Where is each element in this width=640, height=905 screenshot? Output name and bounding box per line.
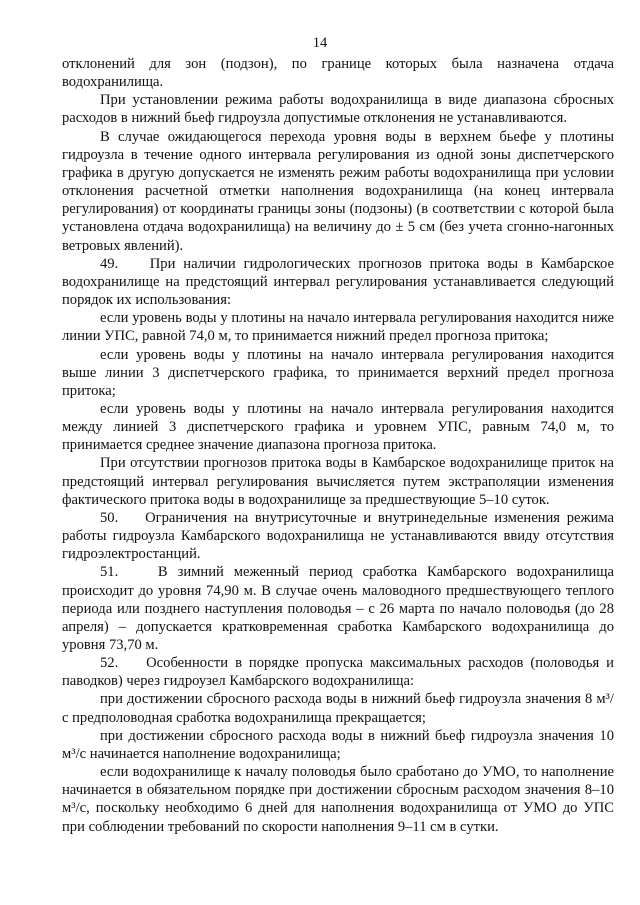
paragraph-clause-50: 50. Ограничения на внутрисуточные и внутринедельные изменения режима работы гидроузла Камбарского водохранилища не устанавливаются ввиду отсутствия гидроэлектростанций. xyxy=(62,509,614,563)
paragraph-lower-limit: если уровень воды у плотины на начало интервала регулирования находится ниже линии УПС, равной 74,0 м, то принимается нижний предел прогноза притока; xyxy=(62,310,614,345)
document-body xyxy=(62,55,614,836)
paragraph-continuation: отклонений для зон (подзон), по границе которых была назначена отдача водохранилища. xyxy=(62,56,614,91)
paragraph-discharge-range: При установлении режима работы водохранилища в виде диапазона сбросных расходов в нижний бьеф гидроузла допустимые отклонения не устанавливаются. xyxy=(62,92,614,127)
paragraph-filling-from-umo: если водохранилище к началу половодья было сработано до УМО, то наполнение начинается в обязательном порядке при достижении сбросным расходом значения 8–10 м³/с, поскольку необходимо 6 дней для наполнения водохранилища от УМО до УПС при соблюдении требований по скорости наполнения 9–11 см в сутки. xyxy=(62,764,614,835)
page-number: 14 xyxy=(312,35,328,51)
paragraph-clause-49: 49. При наличии гидрологических прогнозов притока воды в Камбарское водохранилище на предстоящий интервал регулирования устанавливается следующий порядок их использования: xyxy=(62,255,614,309)
paragraph-no-forecast: При отсутствии прогнозов притока воды в Камбарское водохранилище приток на предстоящий интервал регулирования вычисляется путем экстраполяции изменения фактического притока воды в водохранилище за предшествующие 5–10 суток. xyxy=(62,455,614,508)
paragraph-filling-start: при достижении сбросного расхода воды в нижний бьеф гидроузла значения 10 м³/с начинается наполнение водохранилища; xyxy=(62,727,614,762)
paragraph-upper-limit: если уровень воды у плотины на начало интервала регулирования находится выше линии 3 диспетчерского графика, то принимается верхний предел прогноза притока; xyxy=(62,346,614,399)
paragraph-zone-transition: В случае ожидающегося перехода уровня воды в верхнем бьефе у плотины гидроузла в течение одного интервала регулирования из одной зоны диспетчерского графика в другую допускается не изменять режим работы водохранилища при условии отклонения расчетной отметки наполнения водохранилища (на конец интервала регулирования) от координаты границы зоны (подзоны) (в соответствии с которой была установлена отдача водохранилища) на величину до ± 5 см (без учета сгонно-нагонных ветровых явлений). xyxy=(62,128,614,254)
paragraph-clause-52: 52. Особенности в порядке пропуска максимальных расходов (половодья и паводков) через гидроузел Камбарского водохранилища: xyxy=(62,655,614,690)
paragraph-average-value: если уровень воды у плотины на начало интервала регулирования находится между линией 3 диспетчерского графика и уровнем УПС, равным 74,0 м, то принимается среднее значение диапазона прогноза притока. xyxy=(62,400,614,454)
paragraph-drawdown-stop: при достижении сбросного расхода воды в нижний бьеф гидроузла значения 8 м³/с предполоводная сработка водохранилища прекращается; xyxy=(62,691,614,726)
paragraph-clause-51: 51. В зимний меженный период сработка Камбарского водохранилища происходит до уровня 74,90 м. В случае очень маловодного предшествующего теплого периода или позднего наступления половодья – с 26 марта по начало половодья (до 28 апреля) – допускается кратковременная сработка Камбарского водохранилища до уровня 73,70 м. xyxy=(62,564,614,653)
